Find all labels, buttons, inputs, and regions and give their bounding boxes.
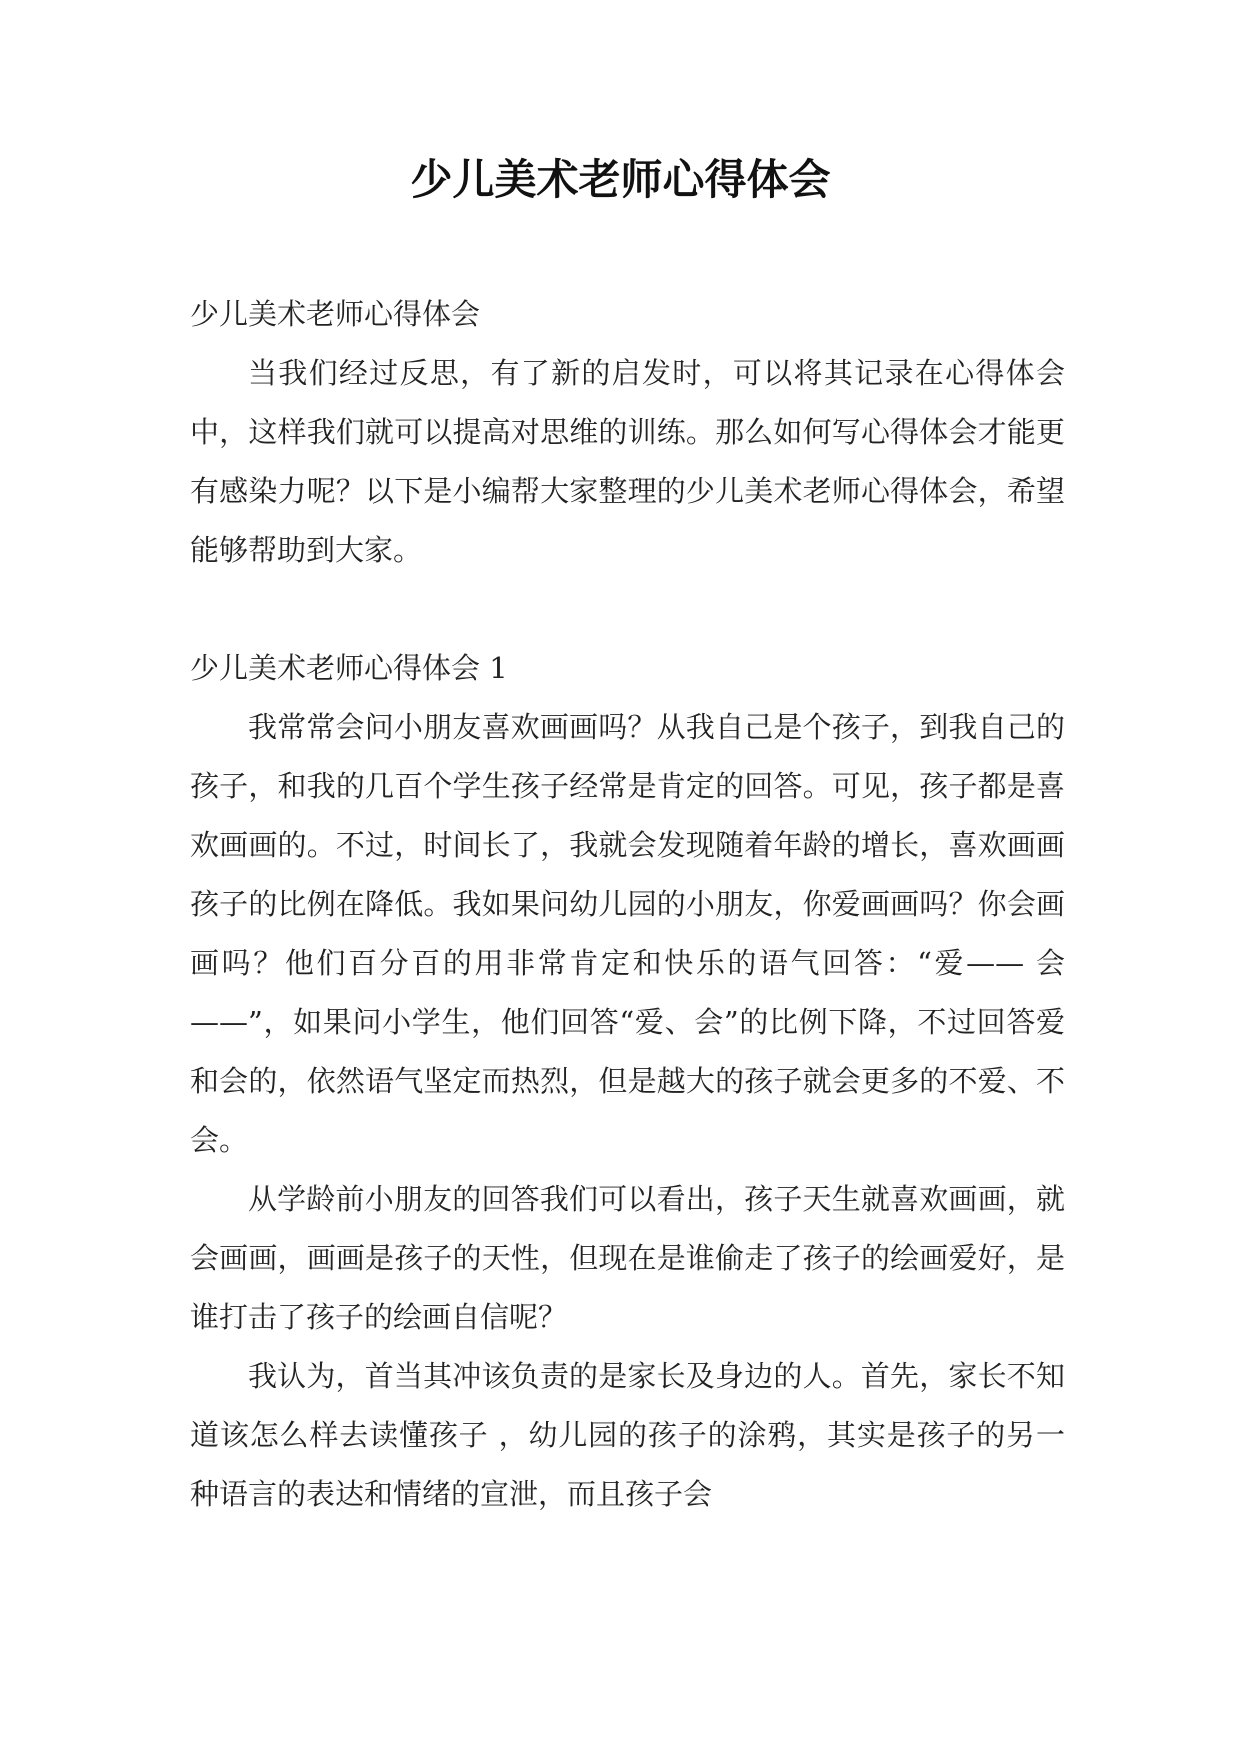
- section-spacer: [190, 580, 1065, 639]
- intro-paragraph: 当我们经过反思，有了新的启发时，可以将其记录在心得体会中，这样我们就可以提高对思维的训练。那么如何写心得体会才能更有感染力呢？以下是小编帮大家整理的少儿美术老师心得体会，希望能够帮助到大家。: [190, 356, 1065, 567]
- document-title: 少儿美术老师心得体会: [410, 155, 831, 204]
- intro-heading: 少儿美术老师心得体会: [190, 297, 481, 331]
- document-body: [190, 285, 1065, 1524]
- section-1-paragraph-3: 我认为，首当其冲该负责的是家长及身边的人。首先，家长不知道该怎么样去读懂孩子 ，幼儿园的孩子的涂鸦，其实是孩子的另一种语言的表达和情绪的宣泄，而且孩子会: [190, 1359, 1065, 1511]
- section-1-heading: 少儿美术老师心得体会 1: [190, 651, 508, 685]
- section-1-paragraph-1: 我常常会问小朋友喜欢画画吗？从我自己是个孩子，到我自己的孩子，和我的几百个学生孩子经常是肯定的回答。可见，孩子都是喜欢画画的。不过，时间长了，我就会发现随着年龄的增长，喜欢画画孩子的比例在降低。我如果问幼儿园的小朋友，你爱画画吗？你会画画吗？他们百分百的用非常肯定和快乐的语气回答：“爱—— 会——”，如果问小学生，他们回答“爱、会”的比例下降，不过回答爱和会的，依然语气坚定而热烈，但是越大的孩子就会更多的不爱、不会。: [190, 710, 1065, 1157]
- section-1-paragraph-2: 从学龄前小朋友的回答我们可以看出，孩子天生就喜欢画画，就会画画，画画是孩子的天性，但现在是谁偷走了孩子的绘画爱好，是谁打击了孩子的绘画自信呢？: [190, 1182, 1065, 1334]
